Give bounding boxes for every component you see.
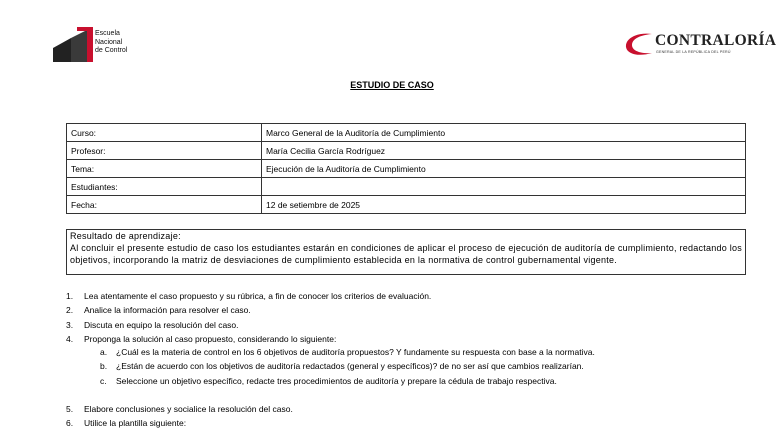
list-item (66, 318, 431, 332)
list-number: a. (100, 347, 108, 357)
table-row (67, 142, 746, 160)
table-row (67, 160, 746, 178)
list-item (66, 416, 293, 430)
school-name-line: Escuela (95, 30, 120, 37)
contraloria-logo (622, 30, 777, 60)
list-text: ¿Están de acuerdo con los objetivos de auditoría redactados (general y específicos)? de no ser así que cambios realizarían. (116, 361, 584, 372)
list-number: 1. (66, 291, 74, 301)
list-number: 3. (66, 319, 74, 330)
school-name-line: Nacional (95, 38, 123, 46)
info-label: Curso: (67, 124, 262, 142)
list-text: Utilice la plantilla siguiente: (84, 418, 187, 429)
list-item (66, 303, 431, 317)
list-text: ¿Cuál es la materia de control en los 6 objetivos de auditoría propuestos? Y fundamente su respuesta con base a la normativa. (116, 347, 595, 357)
info-value (262, 178, 746, 196)
list-text: Proponga la solución al caso propuesto, considerando lo siguiente: (84, 333, 337, 344)
table-row (67, 124, 746, 142)
list-number: 2. (66, 305, 74, 316)
info-value: Marco General de la Auditoría de Cumplimiento (262, 124, 746, 142)
learning-outcome-box (66, 229, 746, 275)
info-table (66, 123, 746, 214)
learning-outcome-text: Al concluir el presente estudio de caso los estudiantes estarán en condiciones de aplicar el proceso de ejecución de auditoría de cumplimiento, redactando los objetivos, incorporando la matriz de desviaciones de cumplimiento establecida en la normativa de control gubernamental vigente. (70, 243, 742, 265)
info-value: Ejecución de la Auditoría de Cumplimiento (262, 160, 746, 178)
school-name (95, 30, 127, 56)
info-label: Estudiantes: (67, 178, 262, 196)
contraloria-brand: CONTRALORÍA (655, 32, 777, 49)
list-number: b. (100, 361, 108, 372)
list-text: Elabore conclusiones y socialice la resolución del caso. (84, 404, 293, 414)
info-label: Tema: (67, 160, 262, 178)
sub-instructions-list (100, 345, 740, 388)
list-text: Seleccione un objetivo específico, redacte tres procedimientos de auditoría y prepare la cédula de trabajo respectiva. (116, 375, 557, 386)
instructions-list-end (66, 402, 293, 431)
school-name-line: de Control (95, 47, 128, 54)
list-item (100, 359, 740, 373)
list-number: 4. (66, 333, 74, 344)
document-title: ESTUDIO DE CASO (350, 80, 434, 90)
contraloria-swoosh-icon (622, 30, 656, 58)
contraloria-subtitle: GENERAL DE LA REPÚBLICA DEL PERÚ (656, 50, 731, 54)
instructions-list (66, 289, 431, 346)
school-building-icon (51, 26, 93, 62)
list-item (66, 402, 293, 416)
list-text: Discuta en equipo la resolución del caso. (84, 319, 239, 330)
list-text: Lea atentamente el caso propuesto y su rúbrica, a fin de conocer los criterios de evaluación. (84, 291, 432, 301)
learning-outcome-heading: Resultado de aprendizaje: (70, 231, 181, 241)
info-label: Fecha: (67, 196, 262, 214)
info-value: 12 de setiembre de 2025 (262, 196, 746, 214)
list-number: 5. (66, 404, 74, 414)
table-row (67, 196, 746, 214)
list-item (100, 345, 740, 359)
table-row (67, 178, 746, 196)
escuela-nacional-de-control-logo (51, 24, 151, 64)
list-text: Analice la información para resolver el caso. (84, 305, 251, 316)
list-number: 6. (66, 418, 74, 429)
list-item (66, 289, 431, 303)
info-value: María Cecilia García Rodríguez (262, 142, 746, 160)
list-item (100, 374, 740, 388)
list-number: c. (100, 375, 107, 386)
info-label: Profesor: (67, 142, 262, 160)
